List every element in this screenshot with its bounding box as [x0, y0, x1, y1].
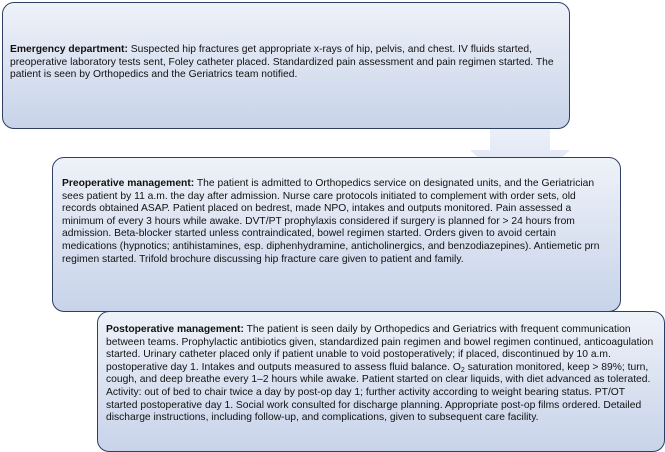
step-body-continued: saturation monitored, keep > 89%; turn, cough, and deep breathe every 1–2 hours while awake. Patient started on clear liquids, with diet advanced as tolerated. Activity: out of bed to chair twice a day by post-op day 1; further activity according to weight bearing status. PT/OT started postoperative day 1. Social work consulted for discharge planning. Appropriate post-op films ordered. Detailed discharge instructions, including follow-up, and complications, given to subsequent care facility. — [106, 361, 651, 424]
step-emergency-department — [2, 2, 570, 129]
step-body: The patient is admitted to Orthopedics service on designated units, and the Geriatrician sees patient by 11 a.m. the day after admission. Nurse care protocols initiated to complement with order sets, old records obtained ASAP. Patient placed on bedrest, made NPO, intakes and outputs monitored. Pain assessed a minimum of every 3 hours while awake. DVT/PT prophylaxis considered if surgery is planned for > 24 hours from admission. Beta-blocker started unless contraindicated, bowel regimen started. Orders given to avoid certain medications (hypnotics; antihistamines, esp. diphenhydramine, anticholinergics, and benzodiazepines). Antiemetic prn regimen started. Trifold brochure discussing hip fracture care given to patient and family. — [62, 178, 600, 265]
step-heading: Postoperative management: — [106, 324, 244, 335]
step-heading: Emergency department: — [10, 44, 128, 55]
step-preoperative-management — [52, 157, 621, 312]
step-postoperative-management — [97, 311, 665, 452]
step-body: The patient is seen daily by Orthopedics and Geriatrics with frequent communication between teams. Prophylactic antibiotics given, standardized pain regimen and bowel regimen continued, anticoagulation started. Urinary catheter placed only if patient unable to void postoperatively; if placed, discontinued by 10 a.m. postoperative day 1. Intakes and outputs measured to assess fluid balance. O — [106, 324, 654, 373]
step-body: Suspected hip fractures get appropriate x-rays of hip, pelvis, and chest. IV fluids started, preoperative laboratory tests sent, Foley catheter placed. Standardized pain assessment and pain regimen started. The patient is seen by Orthopedics and the Geriatrics team notified. — [10, 44, 554, 81]
step-heading: Preoperative management: — [62, 178, 195, 189]
subscript-2: 2 — [460, 366, 465, 374]
